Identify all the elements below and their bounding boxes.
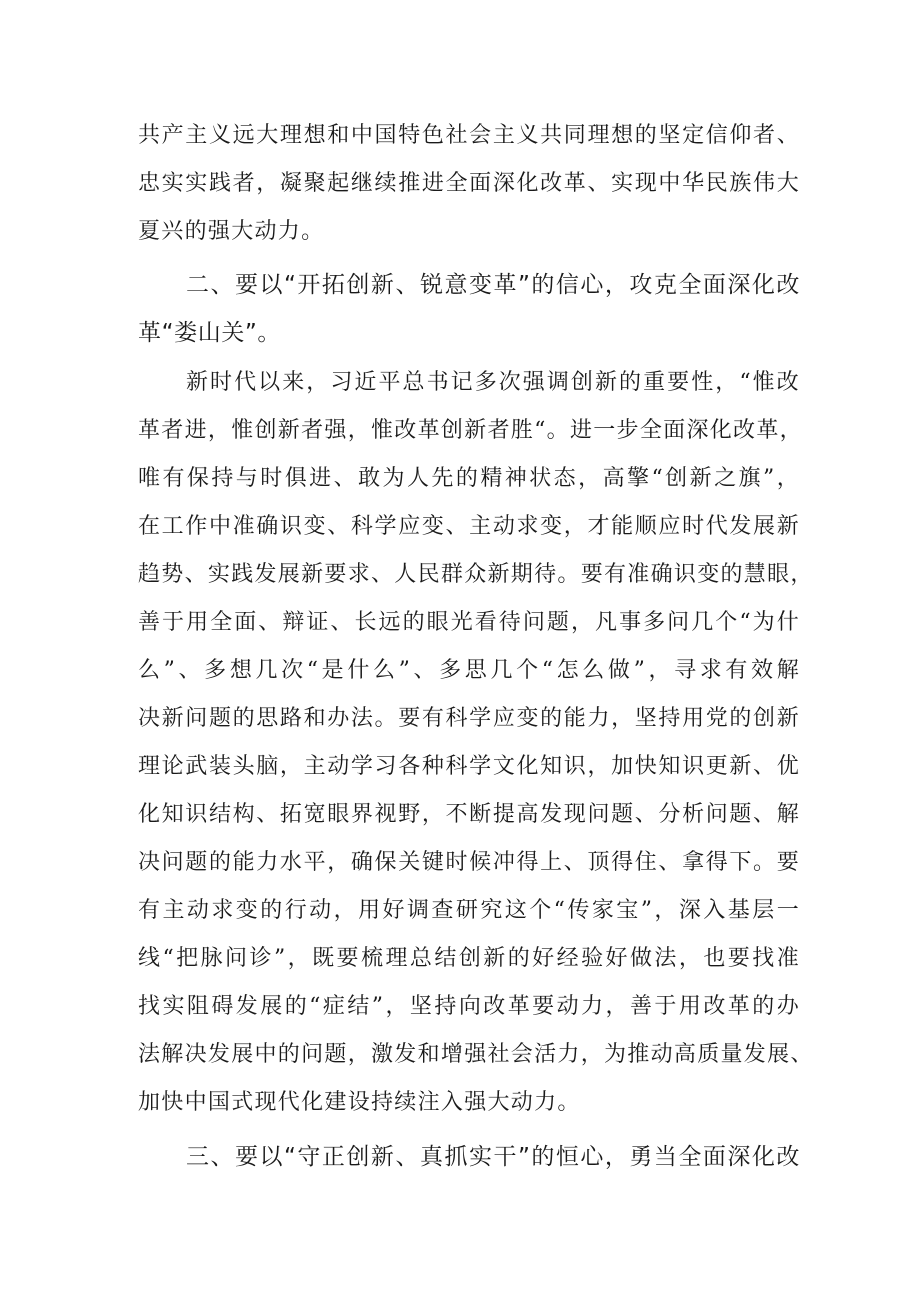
paragraph-2-line-2: 革者进，惟创新者强，惟改革创新者胜“。进一步全面深化改革， bbox=[138, 418, 803, 443]
paragraph-2-line-9: 理论武装头脑，主动学习各种科学文化知识，加快知识更新、优 bbox=[138, 754, 800, 779]
paragraph-1-line-1: 共产主义远大理想和中国特色社会主义共同理想的坚定信仰者、 bbox=[138, 123, 800, 148]
paragraph-1-line-2: 忠实实践者，凝聚起继续推进全面深化改革、实现中华民族伟大 bbox=[138, 171, 800, 196]
paragraph-2-line-13: 线“把脉问诊”，既要梳理总结创新的好经验好做法，也要找准 bbox=[138, 946, 800, 971]
paragraph-2-line-5: 趋势、实践发展新要求、人民群众新期待。要有准确识变的慧眼， bbox=[138, 562, 814, 587]
paragraph-2-line-7: 么”、多想几次“是什么”、多思几个“怎么做”，寻求有效解 bbox=[138, 658, 800, 683]
paragraph-2-line-4: 在工作中准确识变、科学应变、主动求变，才能顺应时代发展新 bbox=[138, 514, 800, 539]
paragraph-2-line-3: 唯有保持与时俱进、敢为人先的精神状态，高擎“创新之旗”， bbox=[138, 466, 800, 491]
paragraph-2-line-1: 新时代以来，习近平总书记多次强调创新的重要性，“惟改 bbox=[186, 370, 800, 395]
paragraph-2-line-16: 加快中国式现代化建设持续注入强大动力。 bbox=[138, 1090, 581, 1115]
paragraph-2-line-6: 善于用全面、辩证、长远的眼光看待问题，凡事多问几个“为什 bbox=[138, 610, 800, 635]
paragraph-2-line-15: 法解决发展中的问题，激发和增强社会活力，为推动高质量发展、 bbox=[138, 1042, 814, 1067]
paragraph-2-line-12: 有主动求变的行动，用好调查研究这个“传家宝”，深入基层一 bbox=[138, 898, 800, 923]
paragraph-1-line-3: 夏兴的强大动力。 bbox=[138, 219, 325, 244]
paragraph-2-line-11: 决问题的能力水平，确保关键时候冲得上、顶得住、拿得下。要 bbox=[138, 850, 800, 875]
section-heading-2-line-2: 革“娄山关”。 bbox=[138, 320, 282, 346]
paragraph-2-line-14: 找实阻碍发展的“症结”，坚持向改革要动力，善于用改革的办 bbox=[138, 994, 800, 1019]
paragraph-2-line-8: 决新问题的思路和办法。要有科学应变的能力，坚持用党的创新 bbox=[138, 706, 800, 731]
section-heading-2-line-1: 二、要以“开拓创新、锐意变革”的信心，攻克全面深化改 bbox=[186, 272, 800, 298]
paragraph-2-line-10: 化知识结构、拓宽眼界视野，不断提高发现问题、分析问题、解 bbox=[138, 802, 800, 827]
section-heading-3-line-1: 三、要以“守正创新、真抓实干”的恒心，勇当全面深化改 bbox=[186, 1144, 800, 1170]
